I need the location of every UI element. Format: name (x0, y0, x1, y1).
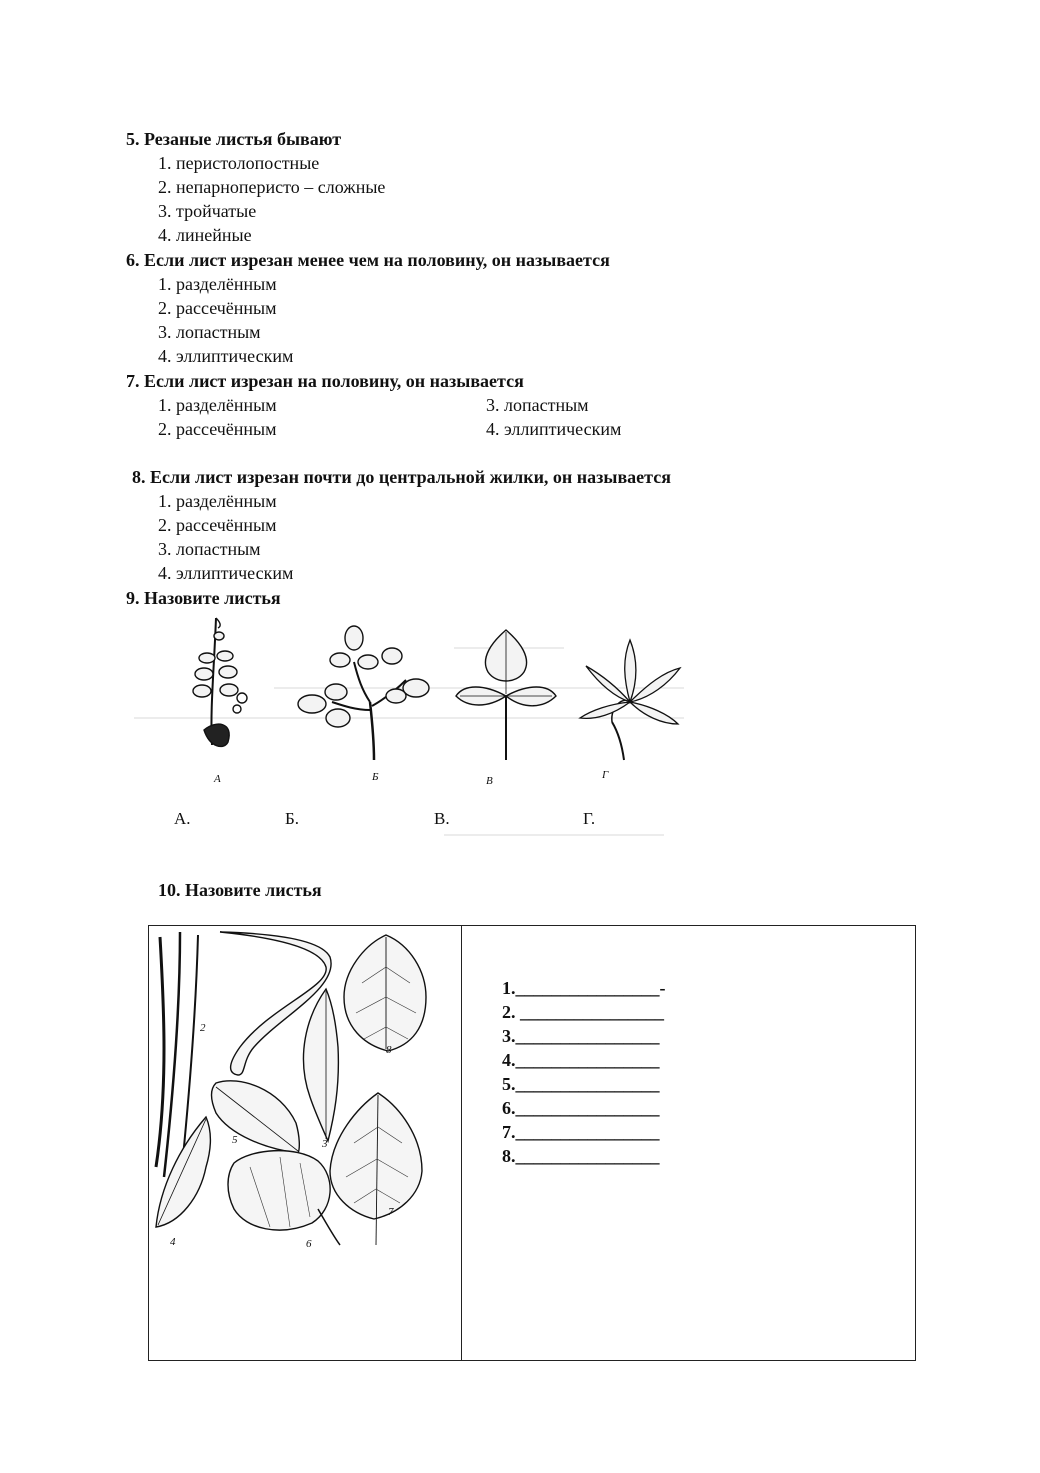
answer-line-4[interactable]: 4.________________ (502, 1050, 660, 1070)
q9-mark-a: А (214, 773, 221, 785)
q7-option-2: 2. рассечённым (158, 419, 277, 439)
q10-mark-8: 8 (386, 1044, 392, 1056)
q7-option-3: 3. лопастным (486, 395, 589, 415)
question-5-title: 5. Резаные листья бывают (126, 129, 342, 149)
q5-option-2: 2. непарноперисто – сложные (158, 177, 386, 197)
q9-leaf-figure (124, 610, 704, 850)
q7-option-4: 4. эллиптическим (486, 419, 622, 439)
q6-option-4: 4. эллиптическим (158, 346, 294, 366)
q10-mark-5: 5 (232, 1134, 238, 1146)
q10-mark-7: 7 (388, 1206, 394, 1218)
question-6-title: 6. Если лист изрезан менее чем на половину, он называется (126, 250, 610, 270)
question-10-title: 10. Назовите листья (158, 880, 322, 900)
q10-mark-2: 2 (200, 1022, 206, 1034)
q6-option-3: 3. лопастным (158, 322, 261, 342)
q9-mark-g: Г (602, 769, 609, 781)
q7-option-1: 1. разделённым (158, 395, 277, 415)
q5-option-1: 1. перистолопостные (158, 153, 320, 173)
answer-line-5[interactable]: 5.________________ (502, 1074, 660, 1094)
answer-line-2[interactable]: 2. ________________ (502, 1002, 664, 1022)
q9-caption-v: В. (434, 809, 450, 828)
q10-mark-3: 3 (322, 1138, 328, 1150)
q10-table-divider (461, 925, 462, 1361)
q9-mark-v: В (486, 775, 493, 787)
q8-option-1: 1. разделённым (158, 491, 277, 511)
q10-mark-4: 4 (170, 1236, 176, 1247)
q9-caption-g: Г. (583, 809, 596, 828)
question-9-title: 9. Назовите листья (126, 588, 281, 608)
answer-line-3[interactable]: 3.________________ (502, 1026, 660, 1046)
q9-mark-b: Б (372, 771, 379, 783)
q10-leaf-figure (150, 927, 432, 1247)
q9-caption-a: А. (174, 809, 191, 828)
question-8-title: 8. Если лист изрезан почти до центральной жилки, он называется (132, 467, 671, 487)
question-7-title: 7. Если лист изрезан на половину, он называется (126, 371, 524, 391)
q5-option-3: 3. тройчатые (158, 201, 257, 221)
q8-option-3: 3. лопастным (158, 539, 261, 559)
answer-line-6[interactable]: 6.________________ (502, 1098, 660, 1118)
answer-line-8[interactable]: 8.________________ (502, 1146, 660, 1166)
q9-caption-b: Б. (285, 809, 300, 828)
q8-option-2: 2. рассечённым (158, 515, 277, 535)
q10-mark-6: 6 (306, 1238, 312, 1247)
q6-option-2: 2. рассечённым (158, 298, 277, 318)
answer-line-7[interactable]: 7.________________ (502, 1122, 660, 1142)
answer-line-1[interactable]: 1.________________- (502, 978, 666, 998)
q8-option-4: 4. эллиптическим (158, 563, 294, 583)
q6-option-1: 1. разделённым (158, 274, 277, 294)
q5-option-4: 4. линейные (158, 225, 252, 245)
